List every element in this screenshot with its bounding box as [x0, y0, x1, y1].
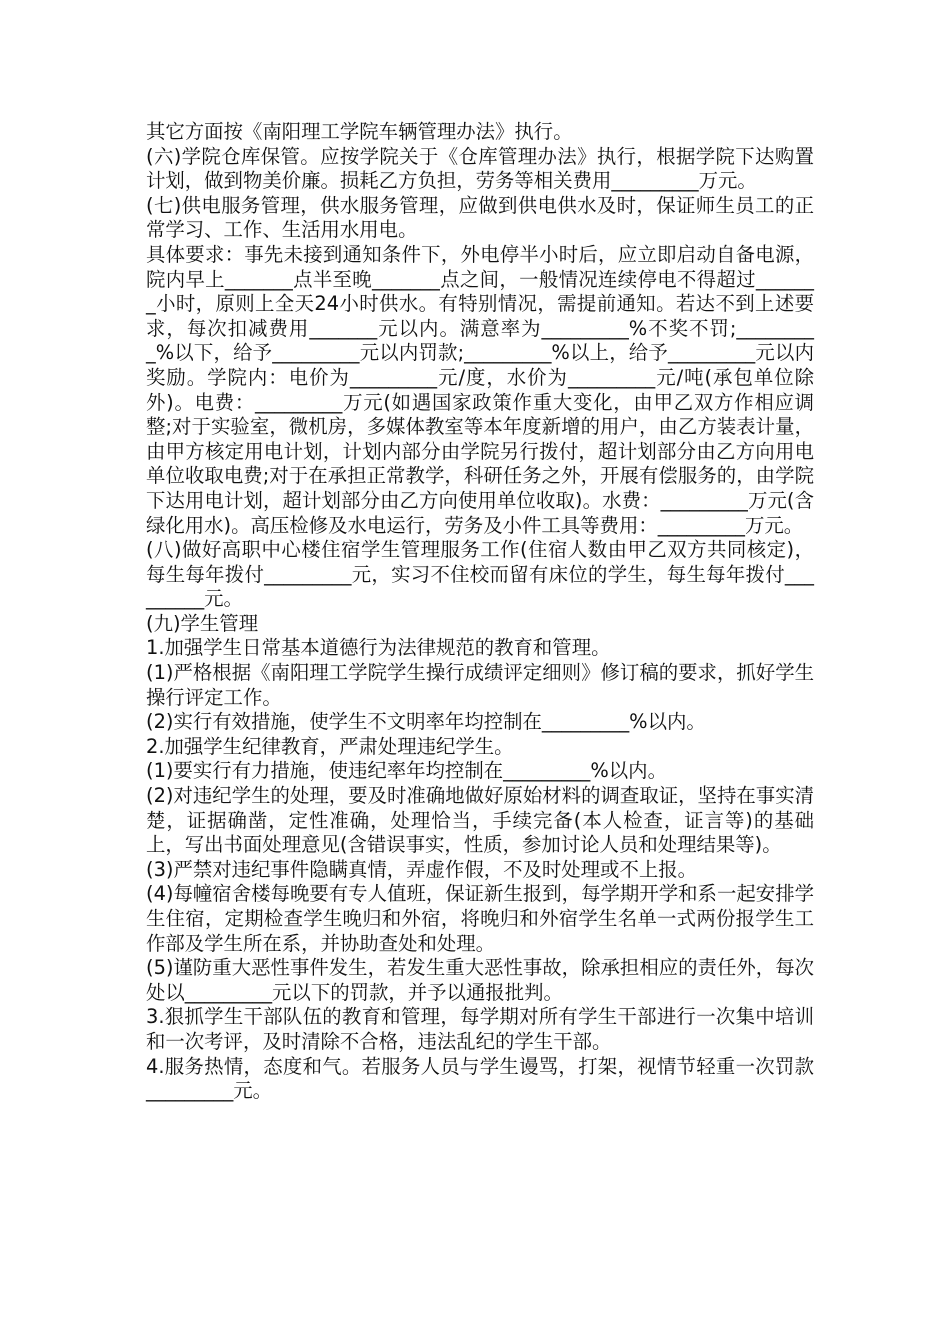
paragraph-item-1-1: (1)严格根据《南阳理工学院学生操行成绩评定细则》修订稿的要求，抓好学生操行评定工作。 [146, 661, 814, 709]
paragraph-item-4: 4.服务热情，态度和气。若服务人员与学生谩骂，打架，视情节轻重一次罚款_________元。 [146, 1054, 814, 1103]
paragraph-vehicle-management: 其它方面按《南阳理工学院车辆管理办法》执行。 [146, 120, 573, 143]
paragraph-item-2-5: (5)谨防重大恶性事件发生，若发生重大恶性事故，除承担相应的责任外，每次处以_________元以下的罚款，并予以通报批判。 [146, 956, 814, 1004]
paragraph-item-2-1: (1)要实行有力措施，使违纪率年均控制在_________%以内。 [146, 759, 667, 783]
paragraph-dormitory-service: (八)做好高职中心楼住宿学生管理服务工作(住宿人数由甲乙双方共同核定)，每生每年拨付_________元，实习不住校而留有床位的学生，每生每年拨付_________元。 [146, 538, 814, 611]
paragraph-student-management-heading: (九)学生管理 [146, 611, 259, 635]
document-body [146, 120, 814, 1104]
paragraph-item-3: 3.狠抓学生干部队伍的教育和管理，每学期对所有学生干部进行一次集中培训和一次考评，及时清除不合格，违法乱纪的学生干部。 [146, 1005, 814, 1053]
paragraph-power-water-service: (七)供电服务管理，供水服务管理，应做到供电供水及时，保证师生员工的正常学习、工作、生活用水用电。 [146, 193, 814, 242]
paragraph-item-2: 2.加强学生纪律教育，严肃处理违纪学生。 [146, 734, 514, 758]
paragraph-item-2-4: (4)每幢宿舍楼每晚要有专人值班，保证新生报到，每学期开学和系一起安排学生住宿，定期检查学生晚归和外宿，将晚归和外宿学生名单一式两份报学生工作部及学生所在系，并协助查处和处理。 [146, 882, 814, 955]
paragraph-warehouse: (六)学院仓库保管。应按学院关于《仓库管理办法》执行，根据学院下达购置计划，做到物美价廉。损耗乙方负担，劳务等相关费用_________万元。 [146, 144, 814, 193]
paragraph-specific-requirements: 具体要求：事先未接到通知条件下，外电停半小时后，应立即启动自备电源，院内早上_______点半至晚_______点之间，一般情况连续停电不得超过_______小时，原则上全天24小时供水。有特别情况，需提前通知。若达不到上述要求，每次扣减费用_______元以内。满意率为_________%不奖不罚;_________%以下，给予_________元以内罚款;_________%以上，给予_________元以内奖励。学院内：电价为_________元/度，水价为_________元/吨(承包单位除外)。电费：_________万元(如遇国家政策作重大变化，由甲乙双方作相应调整;对于实验室，微机房，多媒体教室等本年度新增的用户，由乙方装表计量，由甲方核定用电计划，计划内部分由学院另行拨付，超计划部分由乙方向用电单位收取电费;对于在承担正常教学，科研任务之外，开展有偿服务的，由学院下达用电计划，超计划部分由乙方向使用单位收取)。水费：_________万元(含绿化用水)。高压检修及水电运行，劳务及小件工具等费用：_________万元。 [146, 242, 814, 537]
paragraph-item-1-2: (2)实行有效措施，使学生不文明率年均控制在_________%以内。 [146, 710, 706, 734]
paragraph-item-1: 1.加强学生日常基本道德行为法律规范的教育和管理。 [146, 636, 611, 660]
paragraph-item-2-2: (2)对违纪学生的处理，要及时准确地做好原始材料的调查取证，坚持在事实清楚，证据确凿，定性准确，处理恰当，手续完备(本人检查，证言等)的基础上，写出书面处理意见(含错误事实，性质，参加讨论人员和处理结果等)。 [146, 784, 814, 857]
paragraph-item-2-3: (3)严禁对违纪事件隐瞒真情，弄虚作假，不及时处理或不上报。 [146, 857, 698, 881]
